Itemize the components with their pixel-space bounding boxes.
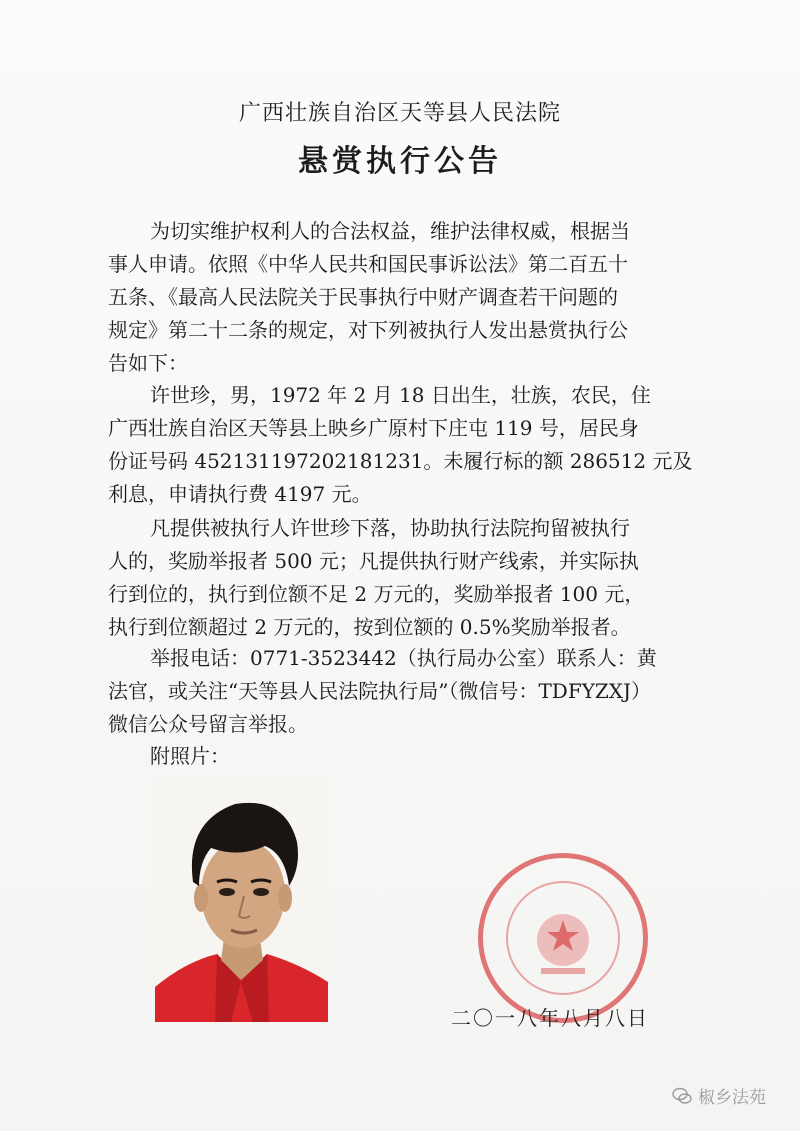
paragraph-photo-label xyxy=(108,740,698,773)
text-line: 份证号码 452131197202181231。未履行标的额 286512 元及 xyxy=(108,449,693,473)
wechat-icon xyxy=(672,1086,692,1106)
text-line: 行到位的，执行到位额不足 2 万元的，奖励举报者 100 元， xyxy=(108,582,645,606)
text-line: 告如下： xyxy=(108,351,188,375)
portrait-image xyxy=(155,782,328,1022)
paragraph-contact xyxy=(108,642,698,741)
text-line: 规定》第二十二条的规定，对下列被执行人发出悬赏执行公 xyxy=(108,318,628,342)
court-seal xyxy=(478,853,648,1023)
seal-emblem-icon xyxy=(483,858,643,1018)
watermark-text: 椒乡法苑 xyxy=(698,1088,766,1108)
text-line: 为切实维护权利人的合法权益，维护法律权威，根据当 xyxy=(150,219,630,243)
person-photo xyxy=(155,782,328,1022)
watermark xyxy=(672,1083,766,1108)
paragraph-intro xyxy=(108,215,698,380)
paragraph-reward xyxy=(108,512,698,644)
text-line: 许世珍，男，1972 年 2 月 18 日出生，壮族，农民，住 xyxy=(150,383,651,407)
text-line: 广西壮族自治区天等县上映乡广原村下庄屯 119 号，居民身 xyxy=(108,416,639,440)
text-line: 附照片： xyxy=(150,744,230,768)
text-line: 法官，或关注“天等县人民法院执行局”（微信号：TDFYZXJ） xyxy=(108,679,652,703)
text-line: 利息，申请执行费 4197 元。 xyxy=(108,482,372,506)
text-line: 事人申请。依照《中华人民共和国民事诉讼法》第二百五十 xyxy=(108,252,628,276)
text-line: 凡提供被执行人许世珍下落，协助执行法院拘留被执行 xyxy=(150,516,630,540)
text-line: 执行到位额超过 2 万元的，按到位额的 0.5%奖励举报者。 xyxy=(108,615,631,639)
page-title: 悬赏执行公告 xyxy=(298,144,502,179)
text-line: 人的，奖励举报者 500 元；凡提供执行财产线索，并实际执 xyxy=(108,549,639,573)
court-name: 广西壮族自治区天等县人民法院 xyxy=(238,101,561,126)
text-line: 五条、《最高人民法院关于民事执行中财产调查若干问题的 xyxy=(108,285,618,309)
text-line: 微信公众号留言举报。 xyxy=(108,712,308,736)
paragraph-person-info xyxy=(108,379,698,511)
issue-date: 二〇一八年八月八日 xyxy=(451,1006,649,1030)
text-line: 举报电话：0771-3523442（执行局办公室）联系人：黄 xyxy=(150,646,657,670)
